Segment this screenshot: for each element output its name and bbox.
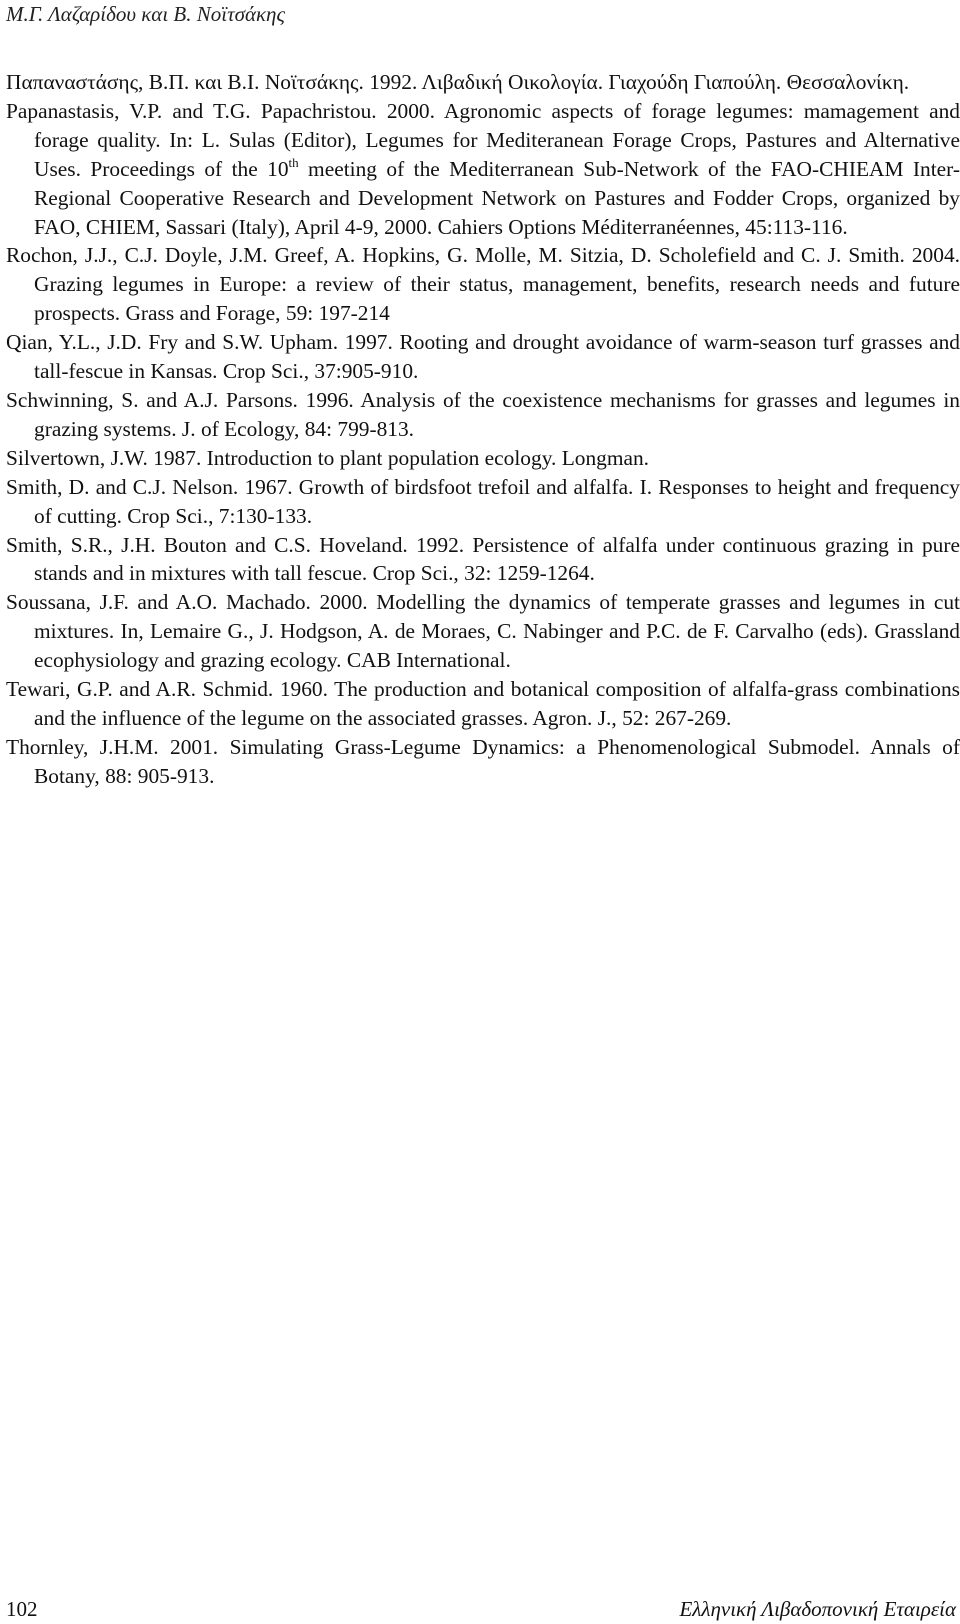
reference-item: Schwinning, S. and A.J. Parsons. 1996. Analysis of the coexistence mechanisms for grasses and legumes in grazing systems. J. of Ecology, 84: 799-813. — [6, 387, 960, 441]
page-number: 102 — [6, 1597, 38, 1621]
reference-item: Smith, S.R., J.H. Bouton and C.S. Hoveland. 1992. Persistence of alfalfa under continuous grazing in pure stands and in mixtures with tall fescue. Crop Sci., 32: 1259-1264. — [6, 532, 960, 586]
reference-item: Smith, D. and C.J. Nelson. 1967. Growth of birdsfoot trefoil and alfalfa. I. Responses to height and frequency of cutting. Crop Sci., 7:130-133. — [6, 474, 960, 528]
reference-item: Παπαναστάσης, Β.Π. και Β.Ι. Νοϊτσάκης. 1992. Λιβαδική Οικολογία. Γιαχούδη Γιαπούλη. Θεσσαλονίκη. — [6, 70, 910, 94]
superscript: th — [288, 154, 299, 170]
reference-list — [6, 68, 960, 791]
reference-item: Qian, Y.L., J.D. Fry and S.W. Upham. 1997. Rooting and drought avoidance of warm-season turf grasses and tall-fescue in Kansas. Crop Sci., 37:905-910. — [6, 330, 960, 384]
reference-item — [6, 97, 960, 242]
running-header: Μ.Γ. Λαζαρίδου και Β. Νοϊτσάκης — [6, 2, 285, 26]
reference-text: Papanastasis, V.P. and T.G. Papachristou. 2000. Agronomic aspects of forage legumes: mamagement and forage quality. In: L. Sulas (Editor), Legumes for Mediteranean Forage Crops, Pastures and Alternative Uses. Proceedings of the 10 — [6, 98, 960, 181]
reference-item: Tewari, G.P. and A.R. Schmid. 1960. The production and botanical composition of alfalfa-grass combinations and the influence of the legume on the associated grasses. Agron. J., 52: 267-269. — [6, 677, 960, 730]
reference-item: Thornley, J.H.M. 2001. Simulating Grass-Legume Dynamics: a Phenomenological Submodel. Annals of Botany, 88: 905-913. — [6, 734, 960, 788]
reference-item: Silvertown, J.W. 1987. Introduction to plant population ecology. Longman. — [6, 445, 650, 470]
reference-item: Soussana, J.F. and A.O. Machado. 2000. Modelling the dynamics of temperate grasses and legumes in cut mixtures. In, Lemaire G., J. Hodgson, A. de Moraes, C. Nabinger and P.C. de F. Carvalho (eds). Grassland ecophysiology and grazing ecology. CAB International. — [6, 590, 960, 673]
running-footer: Ελληνική Λιβαδοπονική Εταιρεία — [679, 1597, 956, 1621]
reference-text: meeting of the Mediterranean Sub-Network of the FAO-CHIEAM Inter-Regional Cooperative Research and Development Network on Pastures and Fodder Crops, organized by FAO, CHIEM, Sassari (Italy), April 4-9, 2000. Cahiers Options Méditerranéennes, 45:113-116. — [34, 156, 960, 239]
reference-item: Rochon, J.J., C.J. Doyle, J.M. Greef, A. Hopkins, G. Molle, M. Sitzia, D. Scholefield and C. J. Smith. 2004. Grazing legumes in Europe: a review of their status, management, benefits, research needs and future prospects. Grass and Forage, 59: 197-214 — [6, 243, 960, 326]
